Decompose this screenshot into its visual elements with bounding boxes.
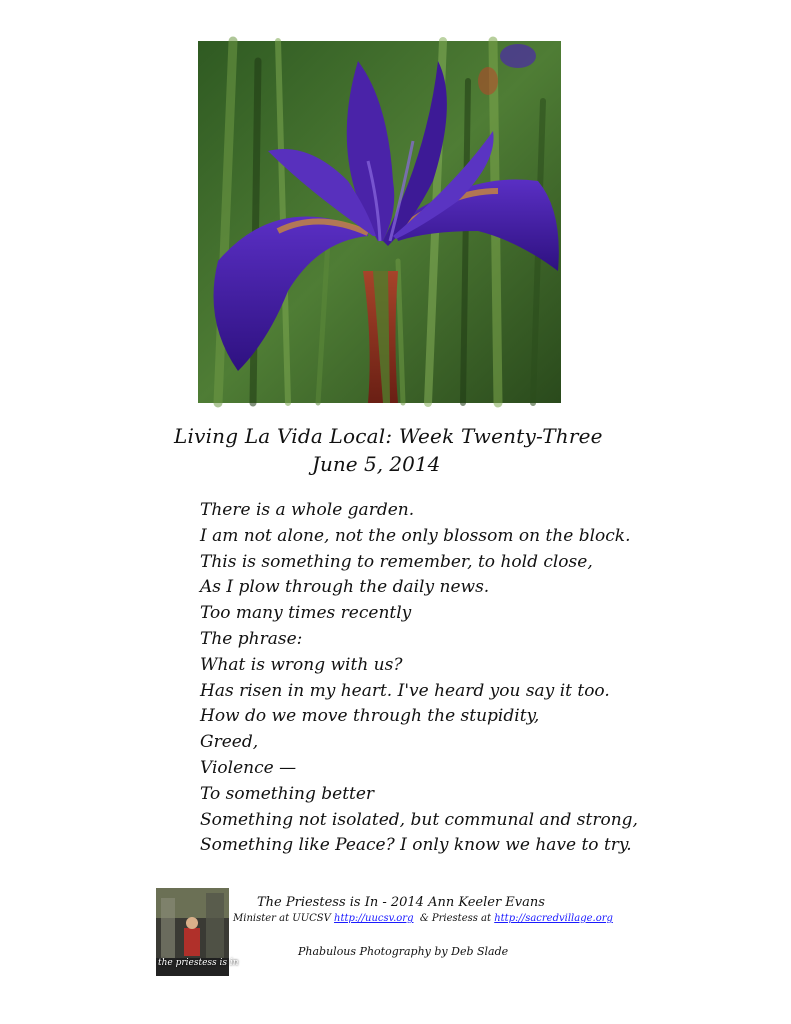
page-title: Living La Vida Local: Week Twenty-Three xyxy=(174,424,603,448)
poem-line: I am not alone, not the only blossom on the block. xyxy=(200,525,631,546)
iris-photo xyxy=(198,41,561,403)
poem-line: This is something to remember, to hold close, xyxy=(200,551,593,572)
poem-line: Too many times recently xyxy=(200,603,412,624)
footer-links-line xyxy=(233,913,613,924)
poem-line: Something not isolated, but communal and strong, xyxy=(200,809,638,830)
logo-text: the priestess is in xyxy=(158,958,239,968)
poem xyxy=(200,498,638,859)
uucsv-link[interactable]: http://uucsv.org xyxy=(334,913,414,924)
date-heading: June 5, 2014 xyxy=(312,452,441,476)
priestess-logo xyxy=(156,888,239,976)
footer-prefix: Minister at UUCSV xyxy=(233,913,335,924)
poem-line: Has risen in my heart. I've heard you say it too. xyxy=(200,680,610,701)
poem-line: Violence — xyxy=(200,757,297,778)
iris-flower-image xyxy=(198,41,561,403)
poem-line: Greed, xyxy=(200,732,259,753)
poem-line: To something better xyxy=(200,783,375,804)
poem-line: The phrase: xyxy=(200,628,303,649)
poem-line: Something like Peace? I only know we have to try. xyxy=(200,835,632,856)
poem-line: There is a whole garden. xyxy=(200,500,415,520)
footer-attribution: The Priestess is In - 2014 Ann Keeler Evans xyxy=(257,895,545,910)
footer-middle: & Priestess at xyxy=(413,913,495,924)
poem-line: What is wrong with us? xyxy=(200,654,403,675)
poem-line: How do we move through the stupidity, xyxy=(200,706,540,727)
photo-credit: Phabulous Photography by Deb Slade xyxy=(298,945,509,958)
poem-line: As I plow through the daily news. xyxy=(200,577,490,598)
sacredvillage-link[interactable]: http://sacredvillage.org xyxy=(494,913,613,924)
